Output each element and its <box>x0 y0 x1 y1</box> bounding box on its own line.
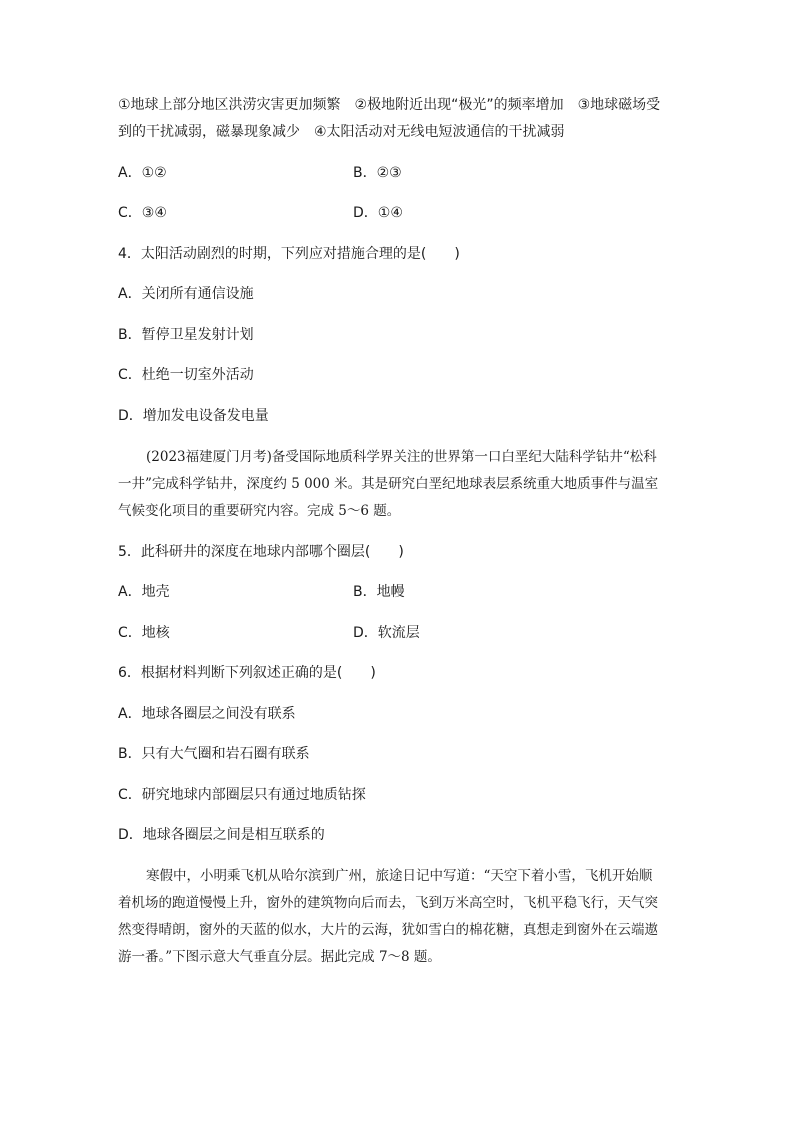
q6-option-c: C．研究地球内部圈层只有通过地质钻探 <box>118 787 366 803</box>
q5-option-b: B．地幔 <box>353 584 405 600</box>
q5-stem: 5．此科研井的深度在地球内部哪个圈层( ) <box>118 544 404 560</box>
q4-stem: 4．太阳活动剧烈的时期，下列应对措施合理的是( ) <box>118 246 460 262</box>
q3-option-c: C．③④ <box>118 205 167 221</box>
q4-option-d: D．增加发电设备发电量 <box>118 408 269 424</box>
material-2-line-2: 着机场的跑道慢慢上升，窗外的建筑物向后而去，飞到万米高空时，飞机平稳飞行，天气突 <box>118 895 658 911</box>
q4-option-a: A．关闭所有通信设施 <box>118 286 254 302</box>
material-2-line-4: 游一番。”下图示意大气垂直分层。据此完成 7～8 题。 <box>118 949 441 965</box>
material-1-line-1: (2023福建厦门月考)备受国际地质科学界关注的世界第一口白垩纪大陆科学钻井“松科 <box>146 449 657 465</box>
q3-option-a: A．①② <box>118 165 167 181</box>
q3-stem-line-1: ①地球上部分地区洪涝灾害更加频繁 ②极地附近出现“极光”的频率增加 ③地球磁场受 <box>118 97 661 113</box>
q5-option-a: A．地壳 <box>118 584 170 600</box>
q6-stem: 6．根据材料判断下列叙述正确的是( ) <box>118 665 376 681</box>
q4-option-b: B．暂停卫星发射计划 <box>118 327 254 343</box>
q5-option-c: C．地核 <box>118 625 170 641</box>
q3-stem-line-2: 到的干扰减弱，磁暴现象减少 ④太阳活动对无线电短波通信的干扰减弱 <box>118 124 565 140</box>
material-2-line-1: 寒假中，小明乘飞机从哈尔滨到广州，旅途日记中写道：“天空下着小雪，飞机开始顺 <box>146 868 653 884</box>
material-2-line-3: 然变得晴朗，窗外的天蓝的似水，大片的云海，犹如雪白的棉花糖，真想走到窗外在云端遨 <box>118 922 658 938</box>
q6-option-b: B．只有大气圈和岩石圈有联系 <box>118 746 310 762</box>
q4-option-c: C．杜绝一切室外活动 <box>118 367 254 383</box>
q3-option-d: D．①④ <box>353 205 403 221</box>
material-1-line-3: 气候变化项目的重要研究内容。完成 5～6 题。 <box>118 503 401 519</box>
q3-option-b: B．②③ <box>353 165 402 181</box>
q5-option-d: D．软流层 <box>353 625 420 641</box>
q6-option-d: D．地球各圈层之间是相互联系的 <box>118 827 325 843</box>
q6-option-a: A．地球各圈层之间没有联系 <box>118 706 296 722</box>
material-1-line-2: 一井”完成科学钻井，深度约 5 000 米。其是研究白垩纪地球表层系统重大地质事件与温室 <box>118 476 659 492</box>
